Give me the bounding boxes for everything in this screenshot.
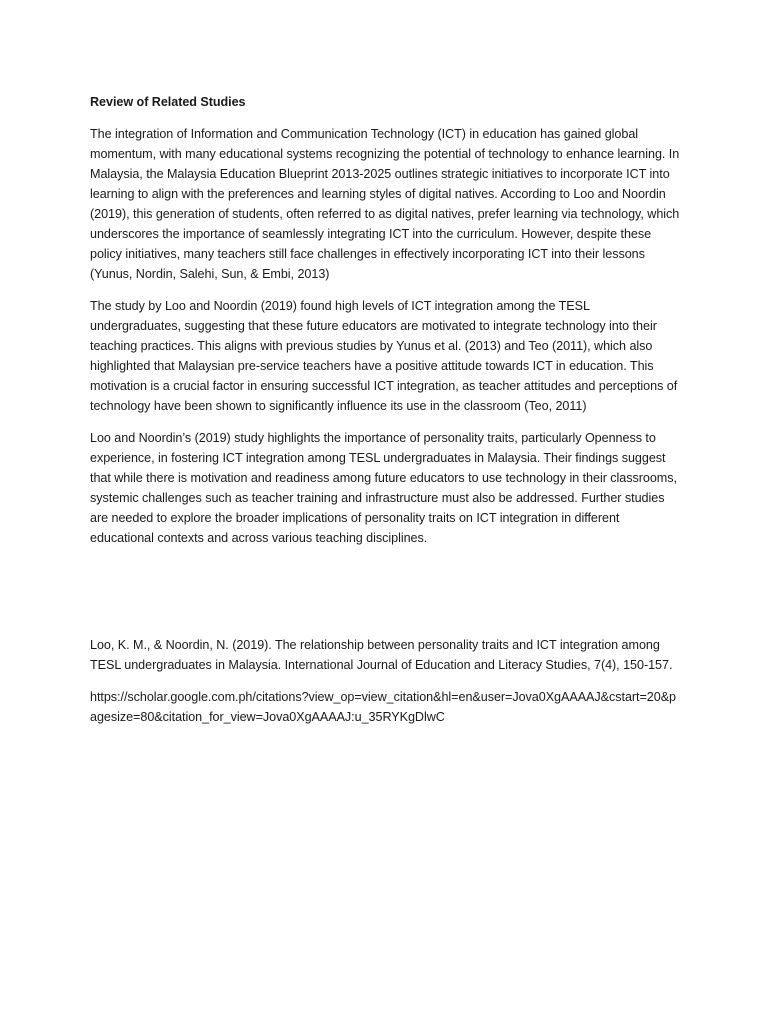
blank-space (90, 560, 680, 635)
paragraph-1: The integration of Information and Communication Technology (ICT) in education has gained global momentum, with many educational systems recognizing the potential of technology to enhance learning. In Malaysia, the Malaysia Education Blueprint 2013-2025 outlines strategic initiatives to incorporate ICT into learning to align with the preferences and learning styles of digital natives. According to Loo and Noordin (2019), this generation of students, often referred to as digital natives, prefer learning via technology, which underscores the importance of seamlessly integrating ICT into the curriculum. However, despite these policy initiatives, many teachers still face challenges in effectively incorporating ICT into their lessons (Yunus, Nordin, Salehi, Sun, & Embi, 2013) (90, 127, 680, 281)
section-heading: Review of Related Studies (90, 95, 246, 109)
paragraph-2: The study by Loo and Noordin (2019) found high levels of ICT integration among the TESL undergraduates, suggesting that these future educators are motivated to integrate technology into their teaching practices. This aligns with previous studies by Yunus et al. (2013) and Teo (2011), which also highlighted that Malaysian pre-service teachers have a positive attitude towards ICT in education. This motivation is a crucial factor in ensuring successful ICT integration, as teacher attitudes and perceptions of technology have been shown to significantly influence its use in the classroom (Teo, 2011) (90, 299, 678, 413)
document-body (90, 92, 680, 727)
reference-citation: Loo, K. M., & Noordin, N. (2019). The relationship between personality traits and ICT integration among TESL undergraduates in Malaysia. International Journal of Education and Literacy Studies, 7(4), 150-157. (90, 638, 673, 672)
reference-url: https://scholar.google.com.ph/citations?view_op=view_citation&hl=en&user=Jova0XgAAAAJ&cstart=20&pagesize=80&citation_for_view=Jova0XgAAAAJ:u_35RYKgDlwC (90, 690, 677, 724)
paragraph-3: Loo and Noordin’s (2019) study highlights the importance of personality traits, particularly Openness to experience, in fostering ICT integration among TESL undergraduates in Malaysia. Their findings suggest that while there is motivation and readiness among future educators to use technology in their classrooms, systemic challenges such as teacher training and infrastructure must also be addressed. Further studies are needed to explore the broader implications of personality traits on ICT integration in different educational contexts and across various teaching disciplines. (90, 431, 677, 545)
